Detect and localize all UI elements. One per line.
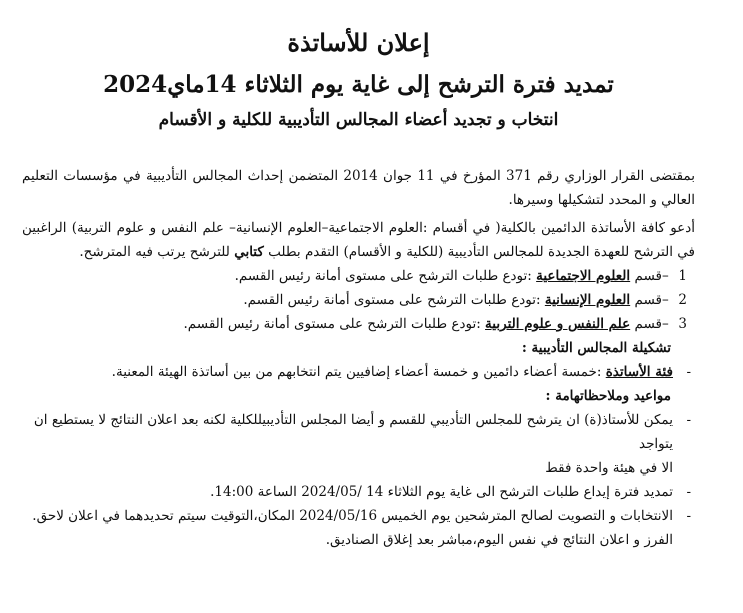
dates-title: مواعيد وملاحظاتهامة :: [545, 388, 671, 404]
department-number: 3: [678, 316, 687, 332]
department-name: العلوم الاجتماعية: [536, 268, 631, 284]
department-text: :تودع طلبات الترشح على مستوى أمانة رئيس القسم.: [234, 268, 537, 284]
department-number: 2: [678, 292, 687, 308]
note-item: - يمكن للأستاذ(ة) ان يترشح للمجلس التأديبي للقسم و أيضا المجلس التأديبيللكلية لكنه بعد اعلان النتائج لا يستطيع ان يتواجد: [22, 408, 695, 456]
page-heading: انتخاب و تجديد أعضاء المجالس التأديبية للكلية و الأقسام: [158, 110, 559, 130]
department-text: :تودع طلبات الترشح على مستوى أمانة رئيس القسم.: [243, 292, 545, 308]
intro-invitation: [22, 216, 695, 264]
department-item: [22, 264, 695, 288]
page-subtitle: تمديد فترة الترشح إلى غاية يوم الثلاثاء 14ماي2024: [103, 71, 614, 98]
composition-item: [22, 360, 695, 384]
intro-invitation-bold: كتابي: [234, 244, 264, 260]
intro-decree: بمقتضى القرار الوزاري رقم 371 المؤرخ في 11 جوان 2014 المتضمن إحداث المجالس التأديبية في مؤسسات التعليم العالي و المحدد لتشكيلها وسيرها.: [22, 168, 695, 208]
department-item: [22, 288, 695, 312]
department-name: العلوم الإنسانية: [544, 292, 631, 308]
department-item: [22, 312, 695, 336]
department-prefix: –قسم: [630, 316, 669, 332]
department-number: 1: [678, 268, 687, 284]
note-item-continuation: الا في هيئة واحدة فقط: [545, 460, 673, 476]
department-prefix: –قسم: [630, 292, 669, 308]
composition-label: فئة الأساتذة: [605, 364, 673, 380]
note-item: الفرز و اعلان النتائج في نفس اليوم،مباشر بعد إغلاق الصناديق.: [325, 532, 673, 548]
composition-title: تشكيلة المجالس التأديبية :: [521, 340, 671, 356]
note-item: - الانتخابات و التصويت لصالح المترشحين يوم الخميس 2024/05/16 المكان،التوقيت سيتم تحديدهما في اعلان لاحق.: [22, 504, 695, 528]
intro-invitation-text-b: للترشح يرتب فيه المترشح.: [79, 244, 235, 260]
departments-list: [22, 264, 695, 336]
composition-text: :خمسة أعضاء دائمين و خمسة أعضاء إضافيين يتم انتخابهم من بين أساتذة الهيئة المعنية.: [111, 364, 606, 380]
department-prefix: –قسم: [630, 268, 669, 284]
note-item: - تمديد فترة إيداع طلبات الترشح الى غاية يوم الثلاثاء 14 /2024/05 الساعة 14:00.: [22, 480, 695, 504]
department-text: :تودع طلبات الترشح على مستوى أمانة رئيس القسم.: [183, 316, 486, 332]
page-title: إعلان للأساتذة: [287, 28, 430, 57]
intro-invitation-text-a: أدعو كافة الأساتذة الدائمين بالكلية( في أقسام :العلوم الاجتماعية–العلوم الإنسانية– علم النفس و علوم التربية) الراغبين في الترشح للعهدة الجديدة للمجالس التأديبية (للكلية و الأقسام) التقدم بطلب: [22, 220, 695, 260]
department-name: علم النفس و علوم التربية: [485, 316, 631, 332]
